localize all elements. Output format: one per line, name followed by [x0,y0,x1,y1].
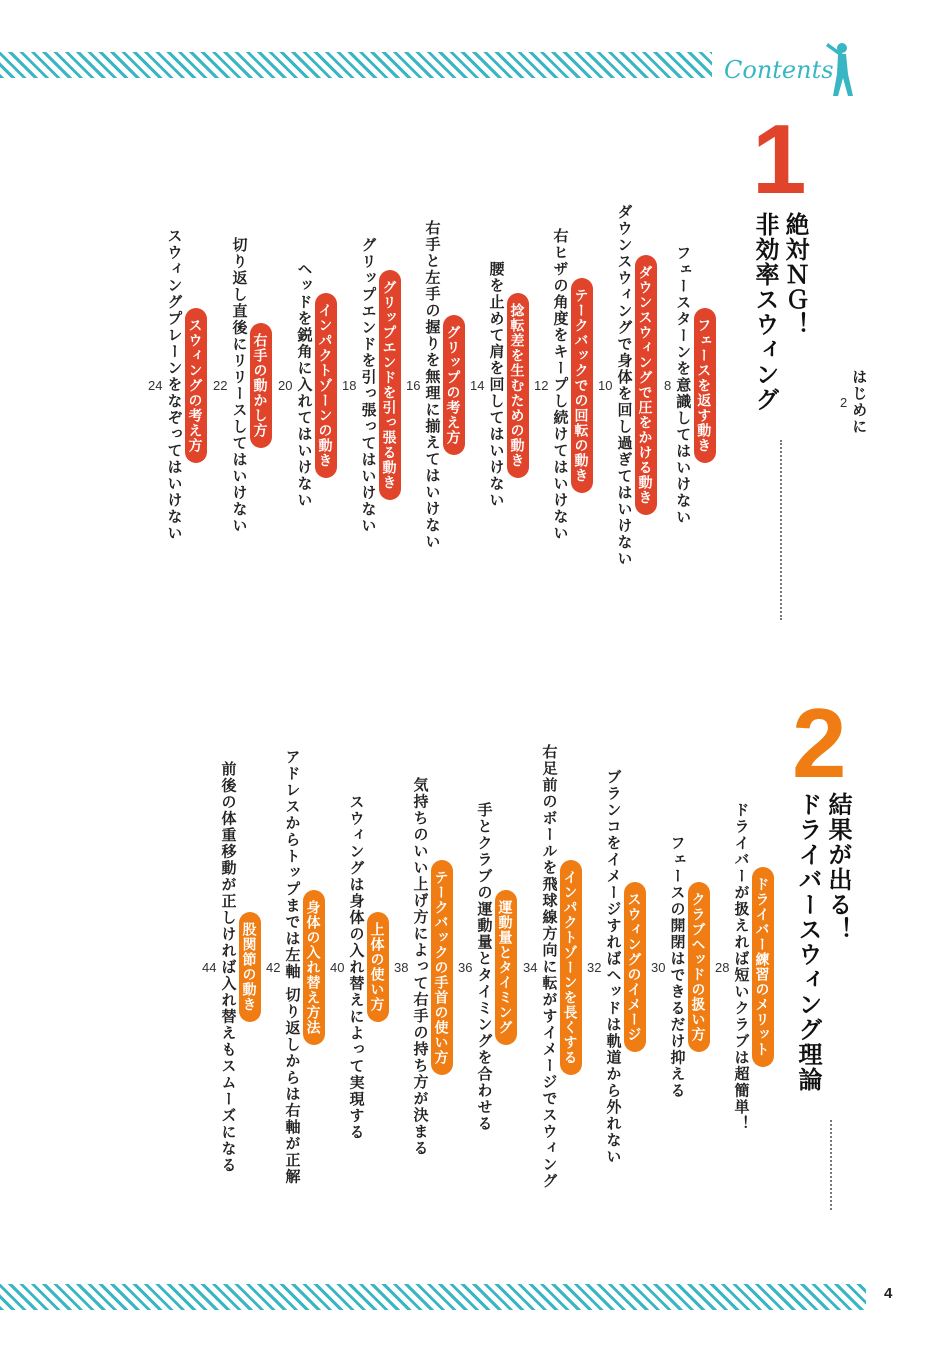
entry-page-number: 10 [598,377,613,393]
entry-title: アドレスからトップまでは左軸 切り返しからは右軸が正解 [283,749,302,1185]
toc-entry[interactable] [536,120,593,650]
entry-page-number: 8 [664,377,672,393]
entry-page-number: 44 [202,959,217,975]
top-stripe-band [0,52,712,78]
entry-page-number: 18 [342,377,357,393]
chapter1-title-line1: 絶対ＮＧ！ [781,212,809,337]
chapter2-dot-leader [830,1120,832,1210]
section-tag: 身体の入れ替え方法 [303,890,325,1045]
toc-entry[interactable] [268,702,325,1232]
section-tag: テークバックでの回転の動き [571,278,593,493]
section-tag: 上体の使い方 [367,912,389,1022]
toc-entry[interactable] [150,120,207,650]
toc-entry[interactable] [332,702,389,1232]
entry-page-number: 40 [330,959,345,975]
contents-golfer-logo [722,34,862,104]
toc-entry[interactable] [204,702,261,1232]
section-tag: フェースを返す動き [694,308,716,463]
bottom-stripe-band [0,1284,866,1310]
entry-page-number: 22 [213,377,228,393]
entry-title: 切り返し直後にリリースしてはいけない [230,236,249,534]
entry-title: フェースの開閉はできるだけ抑える [668,835,687,1099]
entry-title: 右手と左手の握りを無理に揃えてはいけない [423,220,442,550]
section-tag: テークバックの手首の使い方 [431,860,453,1075]
entry-title: スウィングプレーンをなぞってはいけない [165,228,184,542]
toc-entry[interactable] [280,120,337,650]
toc-entry[interactable] [666,120,716,650]
section-tag: 股関節の動き [239,912,261,1022]
toc-entry[interactable] [653,702,710,1232]
entry-title: フェースターンを意識してはいけない [674,244,693,526]
section-tag: インパクトゾーンを長くする [560,860,582,1075]
section-tag: ダウンスウィングで圧をかける動き [635,255,657,515]
toc-entry[interactable] [717,702,774,1232]
chapter1-number: 1 [752,104,805,214]
section-tag: スウィングの考え方 [185,308,207,463]
entry-page-number: 30 [651,959,666,975]
section-tag: グリップの考え方 [443,315,465,455]
entry-page-number: 38 [394,959,409,975]
entry-title: ドライバーが扱えれば短いクラブは超簡単！ [732,802,751,1132]
toc-entry[interactable] [472,120,529,650]
toc-entry[interactable] [344,120,401,650]
section-tag: 運動量とタイミング [495,890,517,1045]
toc-entry-intro[interactable] [840,132,870,672]
section-tag: 捻転差を生むための動き [507,293,529,478]
entry-title: スウィングは身体の入れ替えによって実現する [347,793,366,1141]
entry-page-number: 36 [458,959,473,975]
toc-entry[interactable] [589,702,646,1232]
entry-title: ヘッドを鋭角に入れてはいけない [295,261,314,509]
entry-title: ブランコをイメージすればヘッドは軌道から外れない [604,769,623,1165]
chapter2-title-line2: ドライバースウィング理論 [794,792,822,1092]
chapter1-title-line2: 非効率スウィング [751,212,779,412]
entry-page-number: 16 [406,377,421,393]
entry-title: ダウンスウィングで身体を回し過ぎてはいけない [615,203,634,567]
toc-entry[interactable] [408,120,465,650]
toc-entry[interactable] [600,120,657,650]
entry-title: 前後の体重移動が正しければ入れ替えもスムーズになる [219,760,238,1174]
entry-title: 右足前のボールを飛球線方向に転がすイメージでスウィング [540,744,559,1190]
intro-page: 2 [840,394,848,410]
chapter2-title-line1: 結果が出る！ [824,792,852,942]
section-tag: グリップエンドを引っ張る動き [379,270,401,500]
chapter2-number: 2 [792,688,845,798]
chapter1-title [750,212,810,412]
entry-title: 気持ちのいい上げ方によって右手の持ち方が決まる [411,777,430,1157]
entry-page-number: 20 [278,377,293,393]
entry-page-number: 34 [523,959,538,975]
entry-page-number: 24 [148,377,163,393]
entry-page-number: 12 [534,377,549,393]
entry-page-number: 32 [587,959,602,975]
section-tag: スウィングのイメージ [624,882,646,1052]
entry-title: 腰を止めて肩を回してはいけない [487,261,506,509]
chapter1-dot-leader [780,440,782,620]
entry-title: 手とクラブの運動量とタイミングを合わせる [475,802,494,1132]
entry-title: 右ヒザの角度をキープし続けてはいけない [551,228,570,542]
section-tag: 右手の動かし方 [250,323,272,448]
page-number: 4 [884,1285,893,1302]
contents-logo-text: Contents [724,56,834,84]
section-tag: インパクトゾーンの動き [315,293,337,478]
section-tag: クラブヘッドの扱い方 [688,882,710,1052]
entry-page-number: 14 [470,377,485,393]
entry-title: グリップエンドを引っ張ってはいけない [359,236,378,534]
toc-entry[interactable] [215,120,272,650]
toc-entry[interactable] [460,702,517,1232]
toc-entry[interactable] [525,702,582,1232]
chapter2-title [793,792,853,1092]
entry-page-number: 42 [266,959,281,975]
intro-title: はじめに [850,369,869,435]
section-tag: ドライバー練習のメリット [752,867,774,1067]
toc-entry[interactable] [396,702,453,1232]
entry-page-number: 28 [715,959,730,975]
